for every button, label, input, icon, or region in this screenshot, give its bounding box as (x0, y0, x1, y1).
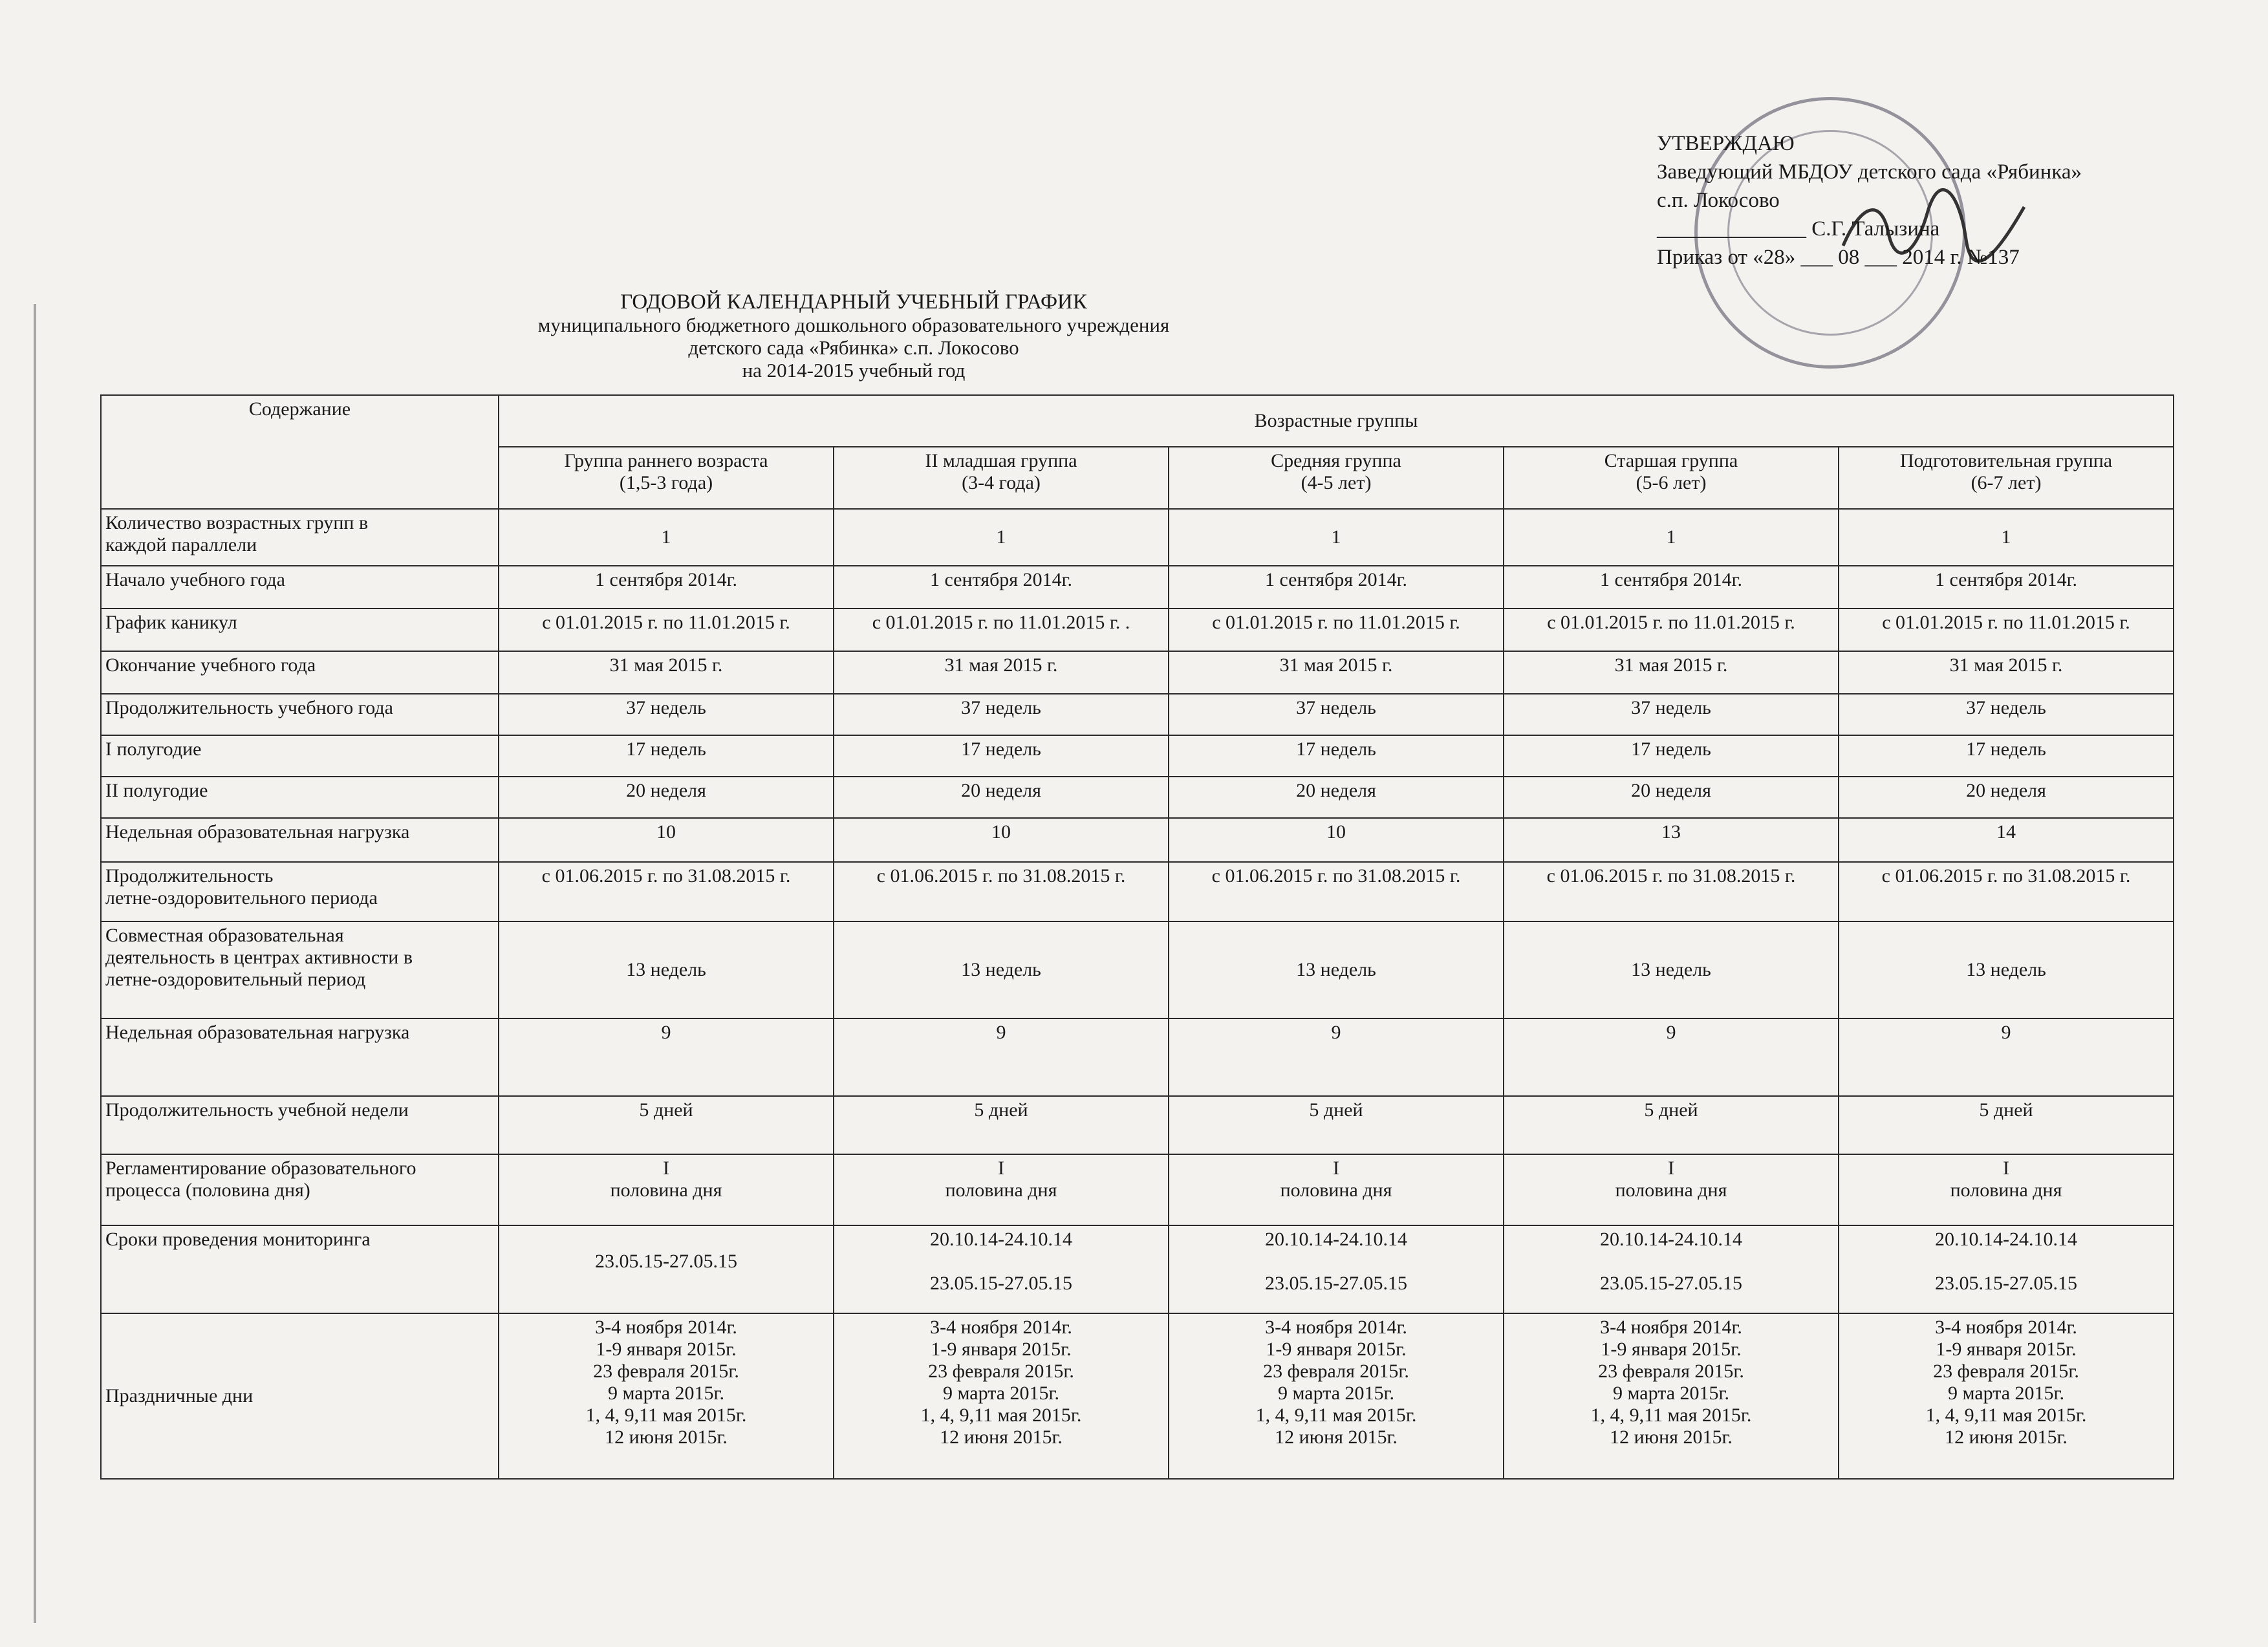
table-row (101, 1313, 2174, 1479)
table-row (101, 1225, 2174, 1313)
table-cell: 17 недель (1504, 735, 1839, 777)
approval-location: с.п. Локосово (1657, 189, 1780, 212)
table-row (101, 1018, 2174, 1096)
table-cell: 14 (1839, 818, 2174, 862)
table-cell: 17 недель (1169, 735, 1504, 777)
schedule-table (100, 394, 2174, 1480)
table-cell: 37 недель (834, 694, 1169, 735)
table-row (101, 921, 2174, 1018)
approval-signatory: ______________ С.Г. Талызина (1657, 217, 1940, 241)
table-cell: I половина дня (1504, 1154, 1839, 1225)
table-cell: 20 неделя (1839, 777, 2174, 818)
row-label: Праздничные дни (101, 1313, 499, 1479)
table-row (101, 818, 2174, 862)
table-cell: 1 сентября 2014г. (1504, 566, 1839, 608)
table-cell: с 01.01.2015 г. по 11.01.2015 г. (499, 608, 834, 651)
table-cell: 13 недель (834, 921, 1169, 1018)
table-cell: 31 мая 2015 г. (1839, 651, 2174, 694)
table-row (101, 777, 2174, 818)
table-cell: 31 мая 2015 г. (834, 651, 1169, 694)
table-cell: 1 сентября 2014г. (1839, 566, 2174, 608)
table-cell: 1 (1839, 509, 2174, 566)
table-cell: с 01.06.2015 г. по 31.08.2015 г. (499, 862, 834, 921)
table-cell: 17 недель (834, 735, 1169, 777)
group-header: Подготовительная группа (6-7 лет) (1839, 447, 2174, 509)
row-label: Количество возрастных групп в каждой параллели (101, 509, 499, 566)
table-cell: 3-4 ноября 2014г. 1-9 января 2015г. 23 февраля 2015г. 9 марта 2015г. 1, 4, 9,11 мая 2015г. 12 июня 2015г. (1839, 1313, 2174, 1479)
row-label: График каникул (101, 608, 499, 651)
title-main: ГОДОВОЙ КАЛЕНДАРНЫЙ УЧЕБНЫЙ ГРАФИК (620, 290, 1087, 314)
table-cell: 20 неделя (1504, 777, 1839, 818)
table-row (101, 1154, 2174, 1225)
table-cell: 3-4 ноября 2014г. 1-9 января 2015г. 23 февраля 2015г. 9 марта 2015г. 1, 4, 9,11 мая 2015г. 12 июня 2015г. (1169, 1313, 1504, 1479)
table-row (101, 694, 2174, 735)
table-cell: с 01.01.2015 г. по 11.01.2015 г. . (834, 608, 1169, 651)
approval-position: Заведующий МБДОУ детского сада «Рябинка» (1657, 160, 2082, 184)
table-row (101, 735, 2174, 777)
approval-heading: УТВЕРЖДАЮ (1657, 132, 1795, 155)
table-row (101, 862, 2174, 921)
table-cell: с 01.01.2015 г. по 11.01.2015 г. (1504, 608, 1839, 651)
table-cell: 1 (1169, 509, 1504, 566)
title-institution: муниципального бюджетного дошкольного образовательного учреждения (537, 314, 1170, 336)
table-cell: 9 (499, 1018, 834, 1096)
table-cell: с 01.06.2015 г. по 31.08.2015 г. (1839, 862, 2174, 921)
table-cell: 9 (1169, 1018, 1504, 1096)
table-cell: 17 недель (1839, 735, 2174, 777)
table-cell: с 01.06.2015 г. по 31.08.2015 г. (1504, 862, 1839, 921)
table-cell: 13 недель (1504, 921, 1839, 1018)
table-cell: 9 (1504, 1018, 1839, 1096)
row-label: Сроки проведения мониторинга (101, 1225, 499, 1313)
content-header: Содержание (101, 395, 499, 509)
row-label: Начало учебного года (101, 566, 499, 608)
table-cell: 1 сентября 2014г. (834, 566, 1169, 608)
group-header: Средняя группа (4-5 лет) (1169, 447, 1504, 509)
table-cell: 23.05.15-27.05.15 (499, 1225, 834, 1313)
table-cell: 1 сентября 2014г. (499, 566, 834, 608)
table-row (101, 608, 2174, 651)
row-label: Окончание учебного года (101, 651, 499, 694)
table-cell: 3-4 ноября 2014г. 1-9 января 2015г. 23 февраля 2015г. 9 марта 2015г. 1, 4, 9,11 мая 2015г. 12 июня 2015г. (1504, 1313, 1839, 1479)
table-cell: с 01.01.2015 г. по 11.01.2015 г. (1169, 608, 1504, 651)
row-label: II полугодие (101, 777, 499, 818)
table-cell: 20.10.14-24.10.14 23.05.15-27.05.15 (1504, 1225, 1839, 1313)
table-cell: 37 недель (1169, 694, 1504, 735)
table-cell: 3-4 ноября 2014г. 1-9 января 2015г. 23 февраля 2015г. 9 марта 2015г. 1, 4, 9,11 мая 2015г. 12 июня 2015г. (834, 1313, 1169, 1479)
table-cell: 31 мая 2015 г. (1169, 651, 1504, 694)
table-cell: 13 недель (1169, 921, 1504, 1018)
title-kindergarten: детского сада «Рябинка» с.п. Локосово (688, 336, 1019, 359)
table-cell: 20 неделя (834, 777, 1169, 818)
table-cell: 9 (1839, 1018, 2174, 1096)
table-cell: 20 неделя (1169, 777, 1504, 818)
table-cell: I половина дня (1839, 1154, 2174, 1225)
table-cell: 10 (834, 818, 1169, 862)
scan-edge-line (34, 304, 36, 1623)
table-cell: 20 неделя (499, 777, 834, 818)
table-cell: 1 (499, 509, 834, 566)
table-cell: 3-4 ноября 2014г. 1-9 января 2015г. 23 февраля 2015г. 9 марта 2015г. 1, 4, 9,11 мая 2015г. 12 июня 2015г. (499, 1313, 834, 1479)
document-title (0, 291, 1707, 382)
table-cell: 1 (834, 509, 1169, 566)
table-cell: 31 мая 2015 г. (1504, 651, 1839, 694)
table-cell: 9 (834, 1018, 1169, 1096)
table-cell: 37 недель (1839, 694, 2174, 735)
row-label: Регламентирование образовательного процесса (половина дня) (101, 1154, 499, 1225)
table-row (101, 509, 2174, 566)
row-label: Недельная образовательная нагрузка (101, 818, 499, 862)
table-cell: 5 дней (834, 1096, 1169, 1154)
table-cell: с 01.06.2015 г. по 31.08.2015 г. (1169, 862, 1504, 921)
table-cell: 17 недель (499, 735, 834, 777)
title-year: на 2014-2015 учебный год (742, 359, 966, 382)
table-cell: 10 (499, 818, 834, 862)
table-cell: I половина дня (1169, 1154, 1504, 1225)
table-cell: 5 дней (1504, 1096, 1839, 1154)
table-cell: 5 дней (1169, 1096, 1504, 1154)
table-cell: 13 (1504, 818, 1839, 862)
table-cell: 10 (1169, 818, 1504, 862)
row-label: Недельная образовательная нагрузка (101, 1018, 499, 1096)
group-header: Старшая группа (5-6 лет) (1504, 447, 1839, 509)
group-header: Группа раннего возраста (1,5-3 года) (499, 447, 834, 509)
table-cell: 37 недель (499, 694, 834, 735)
table-row (101, 651, 2174, 694)
table-cell: 13 недель (499, 921, 834, 1018)
table-cell: 31 мая 2015 г. (499, 651, 834, 694)
table-cell: I половина дня (834, 1154, 1169, 1225)
table-cell: 13 недель (1839, 921, 2174, 1018)
row-label: Продолжительность учебного года (101, 694, 499, 735)
table-cell: 1 (1504, 509, 1839, 566)
table-row (101, 566, 2174, 608)
table-cell: 5 дней (499, 1096, 834, 1154)
row-label: Продолжительность летне-оздоровительного периода (101, 862, 499, 921)
table-row (101, 1096, 2174, 1154)
table-cell: с 01.01.2015 г. по 11.01.2015 г. (1839, 608, 2174, 651)
table-cell: 20.10.14-24.10.14 23.05.15-27.05.15 (834, 1225, 1169, 1313)
row-label: Продолжительность учебной недели (101, 1096, 499, 1154)
table-cell: 5 дней (1839, 1096, 2174, 1154)
table-cell: 1 сентября 2014г. (1169, 566, 1504, 608)
group-header: II младшая группа (3-4 года) (834, 447, 1169, 509)
groups-header: Возрастные группы (499, 395, 2174, 447)
row-label: I полугодие (101, 735, 499, 777)
table-cell: I половина дня (499, 1154, 834, 1225)
table-cell: 20.10.14-24.10.14 23.05.15-27.05.15 (1169, 1225, 1504, 1313)
table-cell: 20.10.14-24.10.14 23.05.15-27.05.15 (1839, 1225, 2174, 1313)
approval-block (1657, 129, 2148, 272)
table-cell: с 01.06.2015 г. по 31.08.2015 г. (834, 862, 1169, 921)
approval-order: Приказ от «28» ___ 08 ___ 2014 г. №137 (1657, 246, 2020, 269)
table-cell: 37 недель (1504, 694, 1839, 735)
row-label: Совместная образовательная деятельность в центрах активности в летне-оздоровительный период (101, 921, 499, 1018)
